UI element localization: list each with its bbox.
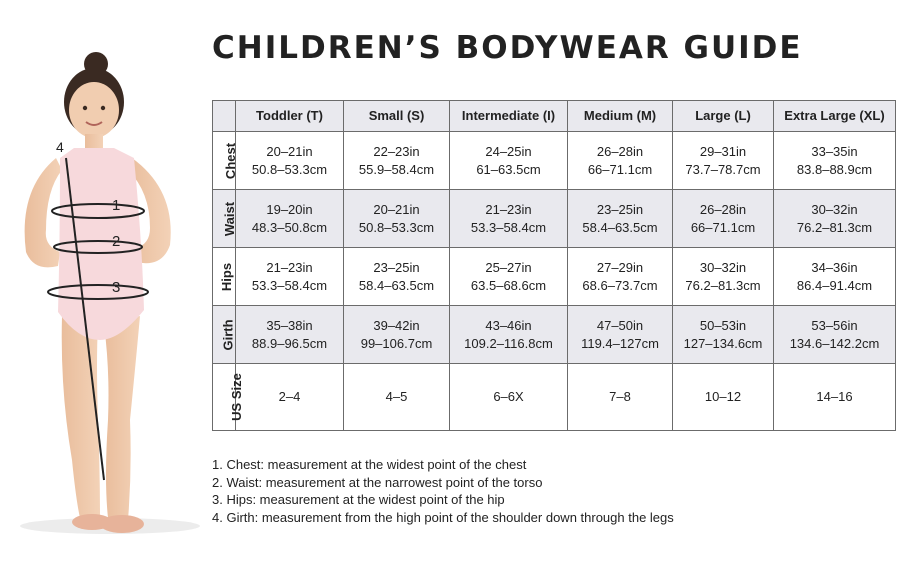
- table-cell: [774, 190, 896, 248]
- corner-cell: [213, 101, 236, 132]
- table-cell: [568, 190, 673, 248]
- cell-inches: 27–29in: [596, 259, 644, 275]
- cell-inches: 26–28in: [596, 143, 644, 159]
- table-cell: [344, 190, 450, 248]
- column-header-intermediate: Intermediate (I): [450, 101, 568, 132]
- note-girth: 4. Girth: measurement from the high point of the shoulder down through the legs: [212, 509, 674, 525]
- cell-inches: 19–20in: [266, 201, 313, 217]
- table-cell: [673, 190, 774, 248]
- table-cell: [774, 306, 896, 364]
- cell-inches: 20–21in: [266, 143, 313, 159]
- cell-centimeters: 50.8–53.3cm: [358, 219, 435, 235]
- column-header-extra-large: Extra Large (XL): [774, 101, 896, 132]
- cell-centimeters: 63.5–68.6cm: [470, 277, 547, 293]
- table-cell: [450, 132, 568, 190]
- figure-label-2: 2: [112, 233, 121, 250]
- figure-label-1: 1: [112, 197, 121, 214]
- table-cell: [236, 306, 344, 364]
- row-label: Girth: [220, 318, 236, 351]
- cell-inches: 35–38in: [266, 317, 313, 333]
- table-cell: 7–8: [568, 364, 673, 431]
- row-header-us-size: [213, 364, 244, 431]
- cell-inches: 29–31in: [699, 143, 747, 159]
- column-header-toddler: Toddler (T): [236, 101, 344, 132]
- cell-centimeters: 86.4–91.4cm: [796, 277, 873, 293]
- table-cell: [344, 306, 450, 364]
- cell-inches: 30–32in: [699, 259, 747, 275]
- table-cell: 14–16: [774, 364, 896, 431]
- cell-centimeters: 76.2–81.3cm: [796, 219, 873, 235]
- cell-inches: 22–23in: [373, 143, 420, 159]
- column-header-medium: Medium (M): [568, 101, 673, 132]
- cell-inches: 39–42in: [373, 317, 420, 333]
- row-header-chest: [213, 132, 239, 190]
- row-label: Waist: [222, 201, 238, 236]
- table-cell: [774, 248, 896, 306]
- cell-inches: 21–23in: [485, 201, 532, 217]
- cell-inches: 33–35in: [811, 143, 858, 159]
- row-label: Hips: [219, 262, 235, 291]
- cell-centimeters: 76.2–81.3cm: [685, 277, 761, 293]
- table-cell: [236, 190, 344, 248]
- cell-centimeters: 99–106.7cm: [360, 335, 433, 351]
- cell-inches: 24–25in: [485, 143, 532, 159]
- cell-centimeters: 53.3–58.4cm: [251, 277, 328, 293]
- cell-centimeters: 53.3–58.4cm: [470, 219, 547, 235]
- table-cell: [344, 248, 450, 306]
- row-label: Chest: [223, 142, 239, 179]
- table-cell: [236, 132, 344, 190]
- cell-centimeters: 73.7–78.7cm: [685, 161, 761, 177]
- header-row: [213, 101, 896, 132]
- table-row-us-size: [213, 364, 896, 431]
- cell-inches: 26–28in: [699, 201, 747, 217]
- table-cell: [344, 132, 450, 190]
- table-cell: [568, 132, 673, 190]
- cell-centimeters: 58.4–63.5cm: [582, 219, 658, 235]
- cell-centimeters: 134.6–142.2cm: [789, 335, 880, 351]
- row-header-waist: [213, 190, 236, 248]
- table-row-waist: [213, 190, 896, 248]
- table-cell: 4–5: [344, 364, 450, 431]
- table-cell: [450, 306, 568, 364]
- figure-label-3: 3: [112, 279, 121, 296]
- size-guide-table: [212, 100, 896, 431]
- page-title: CHILDREN’S BODYWEAR GUIDE: [212, 30, 803, 66]
- table-cell: [774, 132, 896, 190]
- cell-inches: 30–32in: [811, 201, 858, 217]
- cell-centimeters: 109.2–116.8cm: [464, 335, 553, 351]
- cell-centimeters: 66–71.1cm: [587, 161, 653, 177]
- cell-inches: 20–21in: [373, 201, 420, 217]
- table-row-chest: [213, 132, 896, 190]
- table-cell: [568, 248, 673, 306]
- table-cell: [568, 306, 673, 364]
- table-cell: [450, 248, 568, 306]
- cell-centimeters: 83.8–88.9cm: [796, 161, 873, 177]
- table-cell: [673, 248, 774, 306]
- cell-centimeters: 50.8–53.3cm: [251, 161, 328, 177]
- note-hips: 3. Hips: measurement at the widest point of the hip: [212, 492, 505, 507]
- table-cell: [673, 132, 774, 190]
- cell-centimeters: 127–134.6cm: [683, 335, 763, 351]
- table-cell: [236, 248, 344, 306]
- row-header-girth: [213, 306, 236, 364]
- cell-inches: 53–56in: [811, 317, 858, 333]
- cell-inches: 23–25in: [373, 259, 420, 275]
- figure-label-4: 4: [56, 139, 64, 155]
- child-figure-illustration: [0, 40, 200, 540]
- table-cell: [450, 190, 568, 248]
- cell-inches: 47–50in: [596, 317, 644, 333]
- column-header-small: Small (S): [344, 101, 450, 132]
- table-cell: 10–12: [673, 364, 774, 431]
- cell-inches: 25–27in: [485, 259, 532, 275]
- cell-inches: 34–36in: [811, 259, 858, 275]
- table-cell: 2–4: [236, 364, 344, 431]
- cell-centimeters: 119.4–127cm: [581, 335, 659, 351]
- table-cell: [673, 306, 774, 364]
- cell-inches: 50–53in: [699, 317, 747, 333]
- table-row-hips: [213, 248, 896, 306]
- cell-centimeters: 66–71.1cm: [690, 219, 756, 235]
- cell-centimeters: 58.4–63.5cm: [358, 277, 435, 293]
- note-waist: 2. Waist: measurement at the narrowest point of the torso: [212, 474, 543, 490]
- column-header-large: Large (L): [673, 101, 774, 132]
- cell-inches: 43–46in: [485, 317, 532, 333]
- row-label: US Size: [228, 373, 244, 421]
- note-chest: 1. Chest: measurement at the widest point of the chest: [212, 457, 527, 472]
- cell-centimeters: 88.9–96.5cm: [251, 335, 328, 351]
- cell-centimeters: 68.6–73.7cm: [582, 277, 658, 293]
- cell-inches: 21–23in: [266, 259, 313, 275]
- table-cell: 6–6X: [450, 364, 568, 431]
- table-row-girth: [213, 306, 896, 364]
- cell-centimeters: 55.9–58.4cm: [358, 161, 435, 177]
- row-header-hips: [213, 248, 236, 306]
- measurement-notes: [212, 456, 674, 526]
- cell-centimeters: 48.3–50.8cm: [251, 219, 328, 235]
- cell-inches: 23–25in: [596, 201, 644, 217]
- cell-centimeters: 61–63.5cm: [476, 161, 541, 177]
